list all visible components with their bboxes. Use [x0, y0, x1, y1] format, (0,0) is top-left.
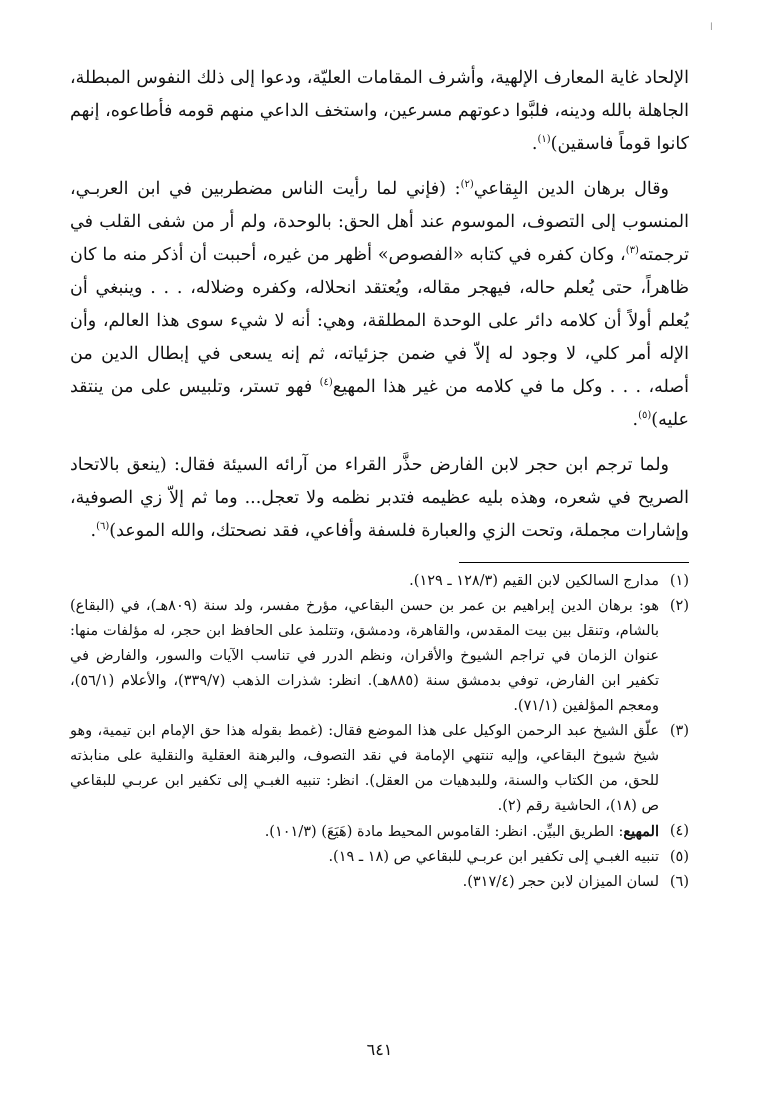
footnote-ref-3[interactable]: (٣): [625, 245, 639, 257]
paragraph-2-text-d: فهو تستر، وتلبيس على من ينتقد عليه): [70, 377, 689, 430]
scan-mark: ا: [710, 22, 713, 33]
footnote-text: [70, 819, 659, 845]
paragraph-2-text-c: ، وكان كفره في كتابه «الفصوص» أظهر من غيره، أحببت أن أذكر منه ما كان ظاهراً، حتى يُعلم حاله، فيهجر مقاله، ويُعتقد انحلاله، وكفره وضلاله، . . . وينبغي أن يُعلم أولاً أن كلامه دائر على الوحدة المطلقة، وهي: أنه لا شيء سوى هذا العالم، وأن الإله أمر كلي، لا وجود له إلاّ في ضمن جزئياته، ثم إنه يسعى في إبطال الدين من أصله، . . . وكل ما في كلامه من غير هذا المهيع: [70, 245, 689, 397]
paragraph-2-text-a: وقال برهان الدين البِقاعي: [473, 179, 670, 199]
footnote-number: (٥): [669, 849, 689, 865]
footnote-text: لسان الميزان لابن حجر (٣١٧/٤).: [462, 874, 659, 890]
paragraph-3-text: ولما ترجم ابن حجر لابن الفارض حذَّر القراء من آرائه السيئة فقال: (ينعق بالاتحاد الصريح في شعره، وهذه بليه عظيمه فتدبر نظمه ولا تعجل... وما ثم إلاّ زي الصوفية، وإشارات مجملة، وتحت الزي والعبارة فلسفة وأفاعي، فقد نصحتك، والله الموعد): [70, 455, 689, 541]
footnote-4: [70, 819, 689, 845]
footnote-text: مدارج السالكين لابن القيم (١٢٨/٣ ـ ١٢٩).: [409, 573, 659, 589]
footnote-2: [70, 594, 689, 719]
paragraph-3: ولما ترجم ابن حجر لابن الفارض حذَّر القراء من آرائه السيئة فقال: (ينعق بالاتحاد الصريح في شعره، وهذه بليه عظيمه فتدبر نظمه ولا تعجل... وما ثم إلاّ زي الصوفية، وإشارات مجملة، وتحت الزي والعبارة فلسفة وأفاعي، فقد نصحتك، والله الموعد)$^{(٦)}$.: [70, 455, 689, 541]
paragraph-2: وقال برهان الدين البِقاعي$^{(٢)}$: (فإني لما رأيت الناس مضطربين في ابن العربـي، المنسوب إلى التصوف، الموسوم عند أهل الحق: بالوحدة، ولم أر من شفى القلب في ترجمته$^{(٣)}$، وكان كفره في كتابه «الفصوص» أظهر من غيره، أحببت أن أذكر منه ما كان ظاهراً، حتى يُعلم حاله، فيهجر مقاله، ويُعتقد انحلاله، وكفره وضلاله، . . . وينبغي أن يُعلم أولاً أن كلامه دائر على الوحدة المطلقة، وهي: أنه لا شيء سوى هذا العالم، وأن الإله أمر كلي، لا وجود له إلاّ في ضمن جزئياته، ثم إنه يسعى في إبطال الدين من أصله، . . . وكل ما في كلامه من غير هذا المهيع$^{(٤)}$ فهو تستر، وتلبيس على من ينتقد عليه)$^{(٥)}$.: [70, 179, 689, 430]
footnote-text: علّق الشيخ عبد الرحمن الوكيل على هذا الموضع فقال: (غمط بقوله هذا حق الإمام ابن تيمية، وهو شيخ شيوخ البقاعي، وإليه تنتهي الإمامة في نقد التصوف، والبرهنة العقلية والنقلية على منابذته للحق، من الكتاب والسنة، وللبدهيات من العقل). انظر: تنبيه الغبـي إلى تكفير ابن عربـي للبقاعي ص (١٨)، الحاشية رقم (٢).: [70, 723, 659, 814]
footnote-1: [70, 569, 689, 594]
footnote-ref-5[interactable]: (٥): [638, 410, 652, 422]
paragraph-2-text-b: : (فإني لما رأيت الناس مضطربين في ابن العربـي، المنسوب إلى التصوف، الموسوم عند أهل الحق: بالوحدة، ولم أر من شفى القلب في ترجمته: [70, 179, 689, 265]
footnote-5: [70, 845, 689, 870]
footnote-ref-1[interactable]: (١): [537, 134, 551, 146]
footnote-separator: [459, 562, 689, 563]
footnote-text: هو: برهان الدين إبراهيم بن عمر بن حسن البقاعي، مؤرخ مفسر، ولد سنة (٨٠٩هـ)، في (البقاع) بالشام، وتنقل بين بيت المقدس، والقاهرة، ودمشق، وتتلمذ على الحافظ ابن حجر، له مؤلفات منها: عنوان الزمان في تراجم الشيوخ والأقران، ونظم الدرر في تناسب الآيات والسور، والفارض في تكفير ابن الفارض، توفي بدمشق سنة (٨٨٥هـ). انظر: شذرات الذهب (٣٣٩/٧)، والأعلام (٥٦/١)، ومعجم المؤلفين (٧١/١).: [70, 598, 659, 714]
footnote-number: (٢): [669, 598, 689, 614]
footnote-definition: : الطريق البيِّن. انظر: القاموس المحيط مادة (هَيَعَ) (١٠١/٣).: [264, 824, 624, 840]
footnote-ref-4[interactable]: (٤): [319, 377, 333, 389]
page-number: ٦٤١: [366, 1040, 393, 1059]
footnote-number: (١): [669, 573, 689, 589]
footnote-ref-6[interactable]: (٦): [96, 521, 110, 533]
footnote-6: [70, 870, 689, 895]
footnote-3: [70, 719, 689, 819]
footnote-text: تنبيه الغبـي إلى تكفير ابن عربـي للبقاعي ص (١٨ ـ ١٩).: [328, 849, 659, 865]
page-body: [70, 62, 689, 895]
paragraph-1: الإلحاد غاية المعارف الإلهية، وأشرف المقامات العليّة، ودعوا إلى ذلك النفوس المبطلة، الجاهلة بالله ودينه، فلبَّوا دعوتهم مسرعين، واستخف الداعي منهم قومه فأطاعوه، إنهم كانوا قوماً فاسقين)$^{(١)}$.: [70, 68, 689, 154]
footnote-number: (٣): [669, 723, 689, 739]
footnote-term: المهيع: [623, 823, 659, 840]
footnote-number: (٤): [669, 823, 689, 839]
footnote-ref-2[interactable]: (٢): [460, 179, 474, 191]
paragraph-1-text: الإلحاد غاية المعارف الإلهية، وأشرف المقامات العليّة، ودعوا إلى ذلك النفوس المبطلة، الجاهلة بالله ودينه، فلبَّوا دعوتهم مسرعين، واستخف الداعي منهم قومه فأطاعوه، إنهم كانوا قوماً فاسقين): [70, 68, 689, 154]
footnotes-list: [70, 569, 689, 895]
footnote-number: (٦): [669, 874, 689, 890]
